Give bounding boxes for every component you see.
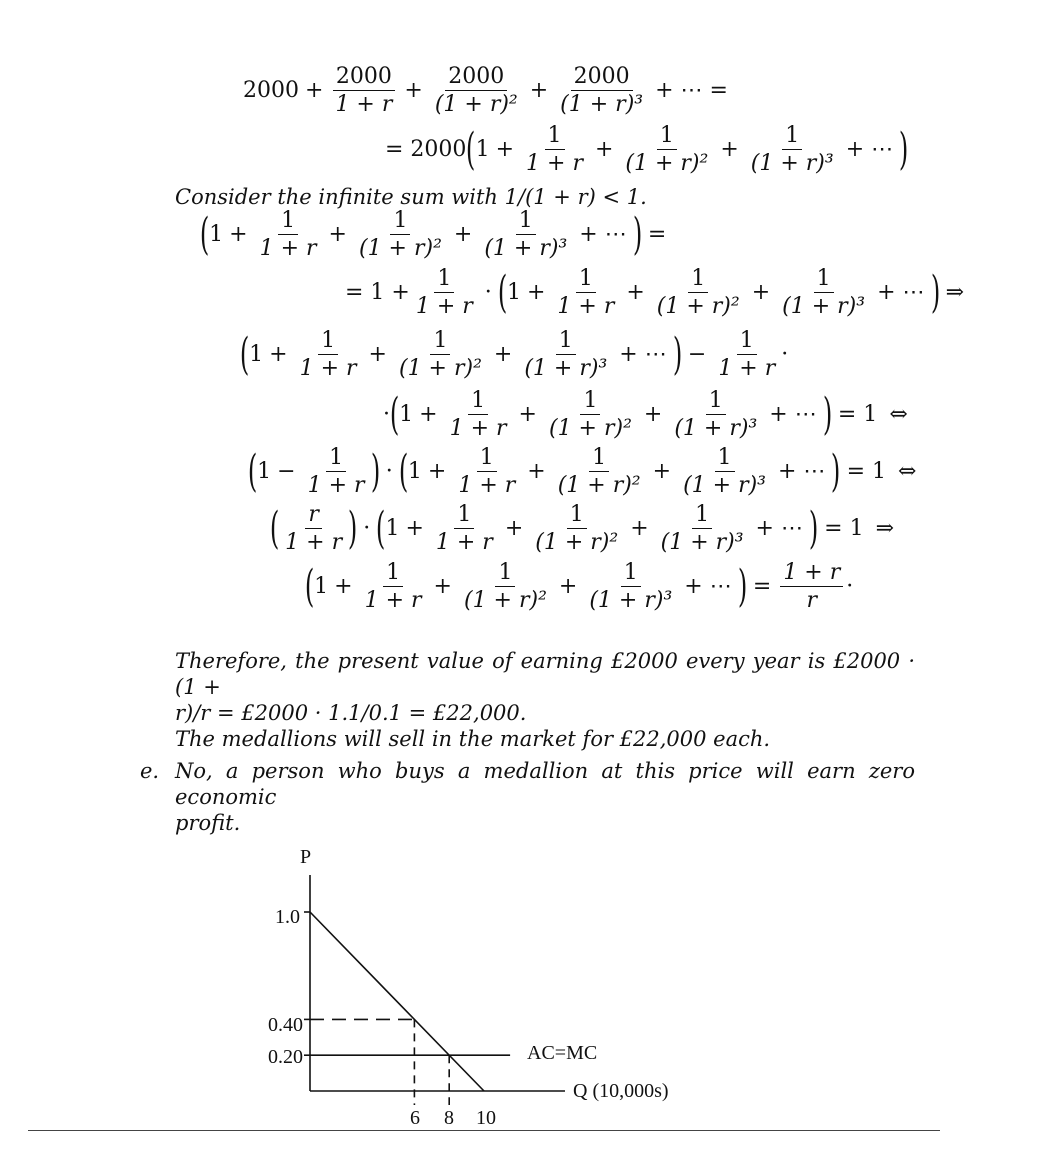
pv-paragraph xyxy=(175,648,915,752)
pv-line-1: Therefore, the present value of earning £2000 every year is £2000 · (1 + xyxy=(175,649,915,699)
consider-text: Consider the infinite sum with 1/(1 + r) < 1. xyxy=(175,185,647,209)
pv-line-2: r)/r = £2000 · 1.1/0.1 = £22,000. xyxy=(175,701,527,725)
item-e-marker: e. xyxy=(140,759,160,783)
ytick-0-40: 0.40 xyxy=(268,1014,303,1036)
ytick-1-0: 1.0 xyxy=(275,906,300,928)
item-e-line-1: No, a person who buys a medallion at this price will earn zero economic xyxy=(175,759,915,809)
x-axis-label: Q (10,000s) xyxy=(573,1080,669,1102)
item-e-paragraph xyxy=(175,758,915,836)
ytick-0-20: 0.20 xyxy=(268,1046,303,1068)
item-e-line-2: profit. xyxy=(175,811,241,835)
equation-line-6: · ( 1 + $\frac{1}{1 + r}$ + $\frac{1}{\text{(1 + r)²}}$ + $\frac{1}{\text{(1 + r)³}}$ + ⋯ ) = 1 ⇔ xyxy=(383,388,908,441)
equation-line-3: ( 1 + $\frac{1}{1 + r}$ + $\frac{1}{\text{(1 + r)²}}$ + $\frac{1}{\text{(1 + r)³}}$ + ⋯ ) = xyxy=(199,208,667,261)
equation-line-9: ( 1 + $\frac{1}{1 + r}$ + $\frac{1}{\text{(1 + r)²}}$ + $\frac{1}{\text{(1 + r)³}}$ + ⋯ ) = $\frac{1 + r}{r}$ · xyxy=(304,560,854,613)
equation-line-2: = 2000 ( 1 + $\frac{1}{1 + r}$ + $\frac{1}{\text{(1 + r)²}}$ + $\frac{1}{\text{(1 + r)³}}$ + ⋯ ) xyxy=(385,123,909,176)
equation-line-8: ( $\frac{r}{1 + r}$ ) · ( 1 + $\frac{1}{1 + r}$ + $\frac{1}{\text{(1 + r)²}}$ + $\frac{1}{\text{(1 + r)³}}$ + ⋯ ) = 1 ⇒ xyxy=(269,502,895,555)
xtick-8: 8 xyxy=(444,1107,454,1129)
acmc-label: AC=MC xyxy=(527,1042,598,1064)
pv-line-3: The medallions will sell in the market for £22,000 each. xyxy=(175,727,771,751)
equation-line-7: ( 1 − $\frac{1}{1 + r}$ ) · ( 1 + $\frac{1}{1 + r}$ + $\frac{1}{\text{(1 + r)²}}$ + $\frac{1}{\text{(1 + r)³}}$ + ⋯ ) = 1 ⇔ xyxy=(247,445,917,498)
y-axis-label: P xyxy=(300,846,312,868)
equation-line-1: 2000 + $\frac{2000}{1 + r}$ + $\frac{2000}{\text{(1 + r)²}}$ + $\frac{2000}{\text{(1 + r)³}}$ + ⋯ = xyxy=(243,64,728,117)
page-rule xyxy=(28,1130,940,1131)
xtick-10: 10 xyxy=(476,1107,496,1129)
xtick-6: 6 xyxy=(410,1107,420,1129)
equation-line-4: = 1 + $\frac{1}{1 + r}$ · ( 1 + $\frac{1}{1 + r}$ + $\frac{1}{\text{(1 + r)²}}$ + $\frac{1}{\text{(1 + r)³}}$ + ⋯ ) ⇒ xyxy=(345,266,965,319)
equation-line-5: ( 1 + $\frac{1}{1 + r}$ + $\frac{1}{\text{(1 + r)²}}$ + $\frac{1}{\text{(1 + r)³}}$ + ⋯ ) − $\frac{1}{1 + r}$ · xyxy=(239,328,789,381)
demand-line xyxy=(310,912,484,1091)
